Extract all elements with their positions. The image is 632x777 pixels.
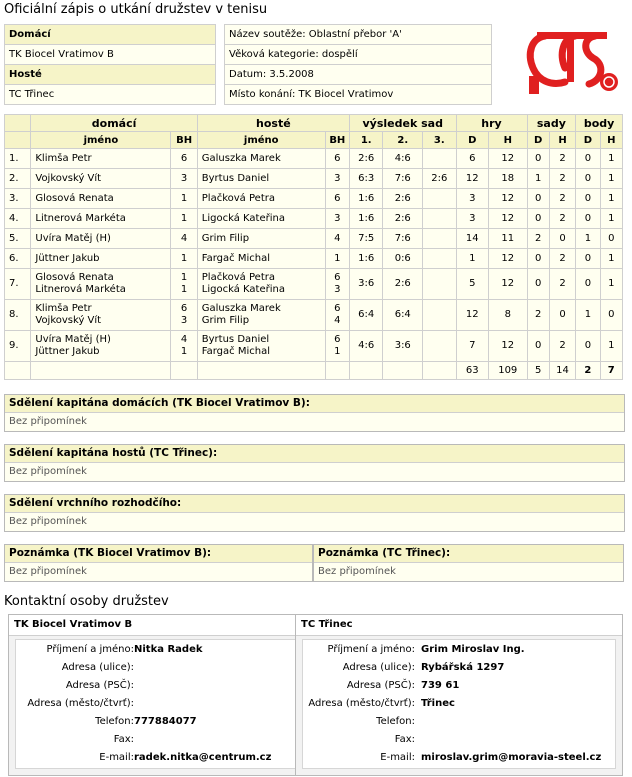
set3-score xyxy=(423,209,456,229)
label-name: Příjmení a jméno: xyxy=(327,644,415,655)
guest-player: Byrtus Daniel xyxy=(197,169,325,189)
competition-name: Název soutěže: Oblastní přebor 'A' xyxy=(225,25,492,45)
points-guest: 1 xyxy=(600,149,622,169)
label-email: E-mail: xyxy=(380,752,415,763)
set1-score: 4:6 xyxy=(349,331,382,362)
set3-score xyxy=(423,149,456,169)
set2-score: 4:6 xyxy=(383,149,423,169)
guest-bh: 6 xyxy=(325,189,349,209)
label-zip: Adresa (PSČ): xyxy=(346,680,415,691)
games-guest: 12 xyxy=(488,189,527,209)
guest-player: Galuszka Marek xyxy=(197,149,325,169)
guest-contact-team: TC Třinec xyxy=(296,615,622,636)
home-bh-value: 1 xyxy=(180,272,188,283)
guest-contact-details xyxy=(302,639,616,769)
home-bh: 6 xyxy=(171,149,197,169)
sets-guest: 0 xyxy=(549,300,575,331)
label-zip: Adresa (PSČ): xyxy=(65,680,134,691)
club-logo xyxy=(523,24,623,100)
sets-home: 0 xyxy=(527,209,549,229)
guest-player: Grim Filip xyxy=(197,229,325,249)
col-guest-bh: BH xyxy=(325,132,349,149)
referee-label: Sdělení vrchního rozhodčího: xyxy=(5,495,624,513)
match-info-box xyxy=(224,24,492,105)
points-home: 0 xyxy=(576,249,600,269)
sets-guest: 2 xyxy=(549,169,575,189)
home-players xyxy=(31,300,171,331)
home-contact-box xyxy=(8,614,312,776)
set2-score: 3:6 xyxy=(383,331,423,362)
games-guest: 18 xyxy=(488,169,527,189)
match-number: 1. xyxy=(5,149,31,169)
sets-guest: 2 xyxy=(549,189,575,209)
games-guest: 12 xyxy=(488,331,527,362)
guest-player: Byrtus Daniel xyxy=(201,334,270,345)
guest-player: Grim Filip xyxy=(201,315,250,326)
sets-guest: 2 xyxy=(549,249,575,269)
home-player: Vojkovský Vít xyxy=(35,315,102,326)
table-row xyxy=(5,300,623,331)
games-home: 3 xyxy=(456,209,488,229)
guest-bh: 4 xyxy=(325,229,349,249)
sets-guest: 2 xyxy=(549,331,575,362)
totals-row xyxy=(5,362,623,380)
points-home: 0 xyxy=(576,149,600,169)
empty-cell xyxy=(197,362,325,380)
home-bh: 1 xyxy=(171,189,197,209)
age-category: Věková kategorie: dospělí xyxy=(225,45,492,65)
table-row xyxy=(5,209,623,229)
guest-bh-value: 6 xyxy=(334,334,341,345)
match-number: 2. xyxy=(5,169,31,189)
table-row xyxy=(5,229,623,249)
set3-score xyxy=(423,269,456,300)
match-number: 6. xyxy=(5,249,31,269)
match-number: 9. xyxy=(5,331,31,362)
label-city: Adresa (město/čtvrť): xyxy=(308,698,415,709)
note-guest-label: Poznámka (TC Třinec): xyxy=(314,545,623,563)
guest-bh-value: 6 xyxy=(334,303,341,314)
games-home: 14 xyxy=(456,229,488,249)
header-sets: sady xyxy=(527,115,576,132)
points-home: 0 xyxy=(576,189,600,209)
games-guest: 12 xyxy=(488,269,527,300)
guest-bh-value: 4 xyxy=(334,315,341,326)
guest-bh: 1 xyxy=(325,249,349,269)
sets-home: 0 xyxy=(527,189,549,209)
guest-players xyxy=(197,331,325,362)
points-guest: 0 xyxy=(600,229,622,249)
col-games-d: D xyxy=(456,132,488,149)
points-guest: 1 xyxy=(600,169,622,189)
guest-captain-label: Sdělení kapitána hostů (TC Třinec): xyxy=(5,445,624,463)
set2-score: 6:4 xyxy=(383,300,423,331)
home-bh: 3 xyxy=(171,169,197,189)
label-city: Adresa (město/čtvrť): xyxy=(27,698,134,709)
set2-score: 2:6 xyxy=(383,209,423,229)
header-points: body xyxy=(576,115,623,132)
set3-score xyxy=(423,249,456,269)
guest-player: Plačková Petra xyxy=(197,189,325,209)
home-players xyxy=(31,269,171,300)
home-bh xyxy=(171,300,197,331)
home-player: Uvíra Matěj (H) xyxy=(31,229,171,249)
set3-score xyxy=(423,189,456,209)
label-name: Příjmení a jméno: xyxy=(46,644,134,655)
col-points-d: D xyxy=(576,132,600,149)
header-home: domácí xyxy=(31,115,197,132)
match-number: 4. xyxy=(5,209,31,229)
total-points-guest: 7 xyxy=(600,362,622,380)
guest-bh-value: 1 xyxy=(334,346,341,357)
points-guest: 1 xyxy=(600,209,622,229)
games-guest: 8 xyxy=(488,300,527,331)
guest-player: Fargač Michal xyxy=(201,346,270,357)
guest-player: Plačková Petra xyxy=(201,272,275,283)
col-set3: 3. xyxy=(423,132,456,149)
home-bh-value: 6 xyxy=(180,303,188,314)
empty-cell xyxy=(325,362,349,380)
games-home: 5 xyxy=(456,269,488,300)
corner-cell xyxy=(5,132,31,149)
set3-score: 2:6 xyxy=(423,169,456,189)
points-home: 0 xyxy=(576,169,600,189)
total-games-home: 63 xyxy=(456,362,488,380)
empty-cell xyxy=(5,362,31,380)
label-fax: Fax: xyxy=(113,734,134,745)
guest-label: Hosté xyxy=(5,65,216,85)
set3-score xyxy=(423,229,456,249)
set3-score xyxy=(423,331,456,362)
home-bh xyxy=(171,331,197,362)
sets-home: 0 xyxy=(527,331,549,362)
empty-cell xyxy=(31,362,171,380)
home-bh: 1 xyxy=(171,209,197,229)
match-number: 3. xyxy=(5,189,31,209)
set2-score: 2:6 xyxy=(383,189,423,209)
table-row xyxy=(5,189,623,209)
guest-bh: 3 xyxy=(325,169,349,189)
guest-contact-name: Grim Miroslav Ing. xyxy=(421,644,525,655)
set1-score: 6:3 xyxy=(349,169,382,189)
guest-bh xyxy=(325,300,349,331)
label-street: Adresa (ulice): xyxy=(61,662,134,673)
table-row xyxy=(5,249,623,269)
set1-score: 7:5 xyxy=(349,229,382,249)
home-captain-value: Bez připomínek xyxy=(5,413,624,431)
home-contact-name: Nitka Radek xyxy=(134,644,203,655)
games-guest: 12 xyxy=(488,149,527,169)
guest-contact-street: Rybářská 1297 xyxy=(421,662,505,673)
col-home-bh: BH xyxy=(171,132,197,149)
set1-score: 3:6 xyxy=(349,269,382,300)
guest-bh: 3 xyxy=(325,209,349,229)
games-guest: 11 xyxy=(488,229,527,249)
home-bh: 1 xyxy=(171,249,197,269)
games-guest: 12 xyxy=(488,249,527,269)
sets-guest: 2 xyxy=(549,269,575,300)
points-home: 0 xyxy=(576,269,600,300)
sets-guest: 2 xyxy=(549,209,575,229)
games-home: 6 xyxy=(456,149,488,169)
col-points-h: H xyxy=(600,132,622,149)
sets-home: 2 xyxy=(527,300,549,331)
home-bh-value: 1 xyxy=(180,346,188,357)
games-guest: 12 xyxy=(488,209,527,229)
note-home-label: Poznámka (TK Biocel Vratimov B): xyxy=(5,545,312,563)
label-phone: Telefon: xyxy=(95,716,134,727)
guest-player: Fargač Michal xyxy=(197,249,325,269)
set1-score: 1:6 xyxy=(349,249,382,269)
results-table xyxy=(4,114,623,380)
guest-bh xyxy=(325,331,349,362)
home-contact-email[interactable]: radek.nitka@centrum.cz xyxy=(134,752,272,763)
set1-score: 2:6 xyxy=(349,149,382,169)
home-bh xyxy=(171,269,197,300)
sets-home: 0 xyxy=(527,249,549,269)
set2-score: 2:6 xyxy=(383,269,423,300)
header-games: hry xyxy=(456,115,527,132)
page-title: Oficiální zápis o utkání družstev v tenisu xyxy=(4,2,268,17)
home-player: Litnerová Markéta xyxy=(31,209,171,229)
table-row xyxy=(5,149,623,169)
set1-score: 1:6 xyxy=(349,189,382,209)
home-players xyxy=(31,331,171,362)
home-bh-value: 4 xyxy=(180,334,188,345)
total-points-home: 2 xyxy=(576,362,600,380)
set1-score: 6:4 xyxy=(349,300,382,331)
home-contact-phone: 777884077 xyxy=(134,716,197,727)
label-phone: Telefon: xyxy=(376,716,415,727)
home-player: Uvíra Matěj (H) xyxy=(35,334,111,345)
points-home: 1 xyxy=(576,300,600,331)
col-games-h: H xyxy=(488,132,527,149)
table-row xyxy=(5,331,623,362)
guest-player: Ligocká Kateřina xyxy=(201,284,285,295)
match-number: 8. xyxy=(5,300,31,331)
guest-player: Galuszka Marek xyxy=(201,303,281,314)
col-sets-d: D xyxy=(527,132,549,149)
sets-guest: 0 xyxy=(549,229,575,249)
total-sets-home: 5 xyxy=(527,362,549,380)
col-sets-h: H xyxy=(549,132,575,149)
points-guest: 1 xyxy=(600,331,622,362)
home-bh-value: 3 xyxy=(180,315,188,326)
empty-cell xyxy=(383,362,423,380)
match-number: 5. xyxy=(5,229,31,249)
guest-contact-zip: 739 61 xyxy=(421,680,460,691)
col-set2: 2. xyxy=(383,132,423,149)
points-guest: 0 xyxy=(600,300,622,331)
empty-cell xyxy=(349,362,382,380)
home-player: Jüttner Jakub xyxy=(35,346,100,357)
guest-players xyxy=(197,300,325,331)
home-player: Litnerová Markéta xyxy=(35,284,126,295)
points-home: 1 xyxy=(576,229,600,249)
guest-bh xyxy=(325,269,349,300)
home-player: Klimša Petr xyxy=(35,303,92,314)
guest-contact-city: Třinec xyxy=(421,698,455,709)
home-player: Jüttner Jakub xyxy=(31,249,171,269)
guest-contact-email[interactable]: miroslav.grim@moravia-steel.cz xyxy=(421,752,602,763)
teams-box xyxy=(4,24,216,105)
points-home: 0 xyxy=(576,331,600,362)
label-email: E-mail: xyxy=(99,752,134,763)
col-home-name: jméno xyxy=(31,132,171,149)
set2-score: 0:6 xyxy=(383,249,423,269)
match-number: 7. xyxy=(5,269,31,300)
guest-captain-remark xyxy=(4,444,625,482)
points-guest: 1 xyxy=(600,269,622,300)
sets-guest: 2 xyxy=(549,149,575,169)
guest-captain-value: Bez připomínek xyxy=(5,463,624,481)
header-sets-result: výsledek sad xyxy=(349,115,456,132)
empty-cell xyxy=(171,362,197,380)
guest-contact-box xyxy=(295,614,623,776)
games-home: 1 xyxy=(456,249,488,269)
games-home: 12 xyxy=(456,169,488,189)
games-home: 3 xyxy=(456,189,488,209)
home-bh: 4 xyxy=(171,229,197,249)
home-contact-details xyxy=(15,639,305,769)
total-games-guest: 109 xyxy=(488,362,527,380)
games-home: 12 xyxy=(456,300,488,331)
note-guest xyxy=(313,544,624,582)
label-street: Adresa (ulice): xyxy=(342,662,415,673)
sets-home: 0 xyxy=(527,269,549,300)
referee-remark xyxy=(4,494,625,532)
guest-team: TC Třinec xyxy=(5,85,216,105)
guest-players xyxy=(197,269,325,300)
home-captain-label: Sdělení kapitána domácích (TK Biocel Vratimov B): xyxy=(5,395,624,413)
corner-cell xyxy=(5,115,31,132)
guest-player: Ligocká Kateřina xyxy=(197,209,325,229)
set2-score: 7:6 xyxy=(383,229,423,249)
home-contact-team: TK Biocel Vratimov B xyxy=(9,615,311,636)
games-home: 7 xyxy=(456,331,488,362)
points-home: 0 xyxy=(576,209,600,229)
points-guest: 1 xyxy=(600,249,622,269)
referee-value: Bez připomínek xyxy=(5,513,624,531)
total-sets-guest: 14 xyxy=(549,362,575,380)
points-guest: 1 xyxy=(600,189,622,209)
set3-score xyxy=(423,300,456,331)
match-date: Datum: 3.5.2008 xyxy=(225,65,492,85)
home-team: TK Biocel Vratimov B xyxy=(5,45,216,65)
guest-bh: 6 xyxy=(325,149,349,169)
contacts-title: Kontaktní osoby družstev xyxy=(4,594,169,609)
col-guest-name: jméno xyxy=(197,132,325,149)
note-guest-value: Bez připomínek xyxy=(314,563,623,581)
sets-home: 2 xyxy=(527,229,549,249)
home-player: Vojkovský Vít xyxy=(31,169,171,189)
sets-home: 1 xyxy=(527,169,549,189)
table-row xyxy=(5,169,623,189)
home-player: Klimša Petr xyxy=(31,149,171,169)
set1-score: 1:6 xyxy=(349,209,382,229)
note-home-value: Bez připomínek xyxy=(5,563,312,581)
home-captain-remark xyxy=(4,394,625,432)
home-label: Domácí xyxy=(5,25,216,45)
guest-bh-value: 6 xyxy=(334,272,341,283)
guest-bh-value: 3 xyxy=(334,284,341,295)
table-row xyxy=(5,269,623,300)
col-set1: 1. xyxy=(349,132,382,149)
sets-home: 0 xyxy=(527,149,549,169)
home-player: Glosová Renata xyxy=(35,272,114,283)
set2-score: 7:6 xyxy=(383,169,423,189)
label-fax: Fax: xyxy=(394,734,415,745)
empty-cell xyxy=(423,362,456,380)
home-player: Glosová Renata xyxy=(31,189,171,209)
note-home xyxy=(4,544,313,582)
match-venue: Místo konání: TK Biocel Vratimov xyxy=(225,85,492,105)
home-bh-value: 1 xyxy=(180,284,188,295)
header-guest: hosté xyxy=(197,115,349,132)
